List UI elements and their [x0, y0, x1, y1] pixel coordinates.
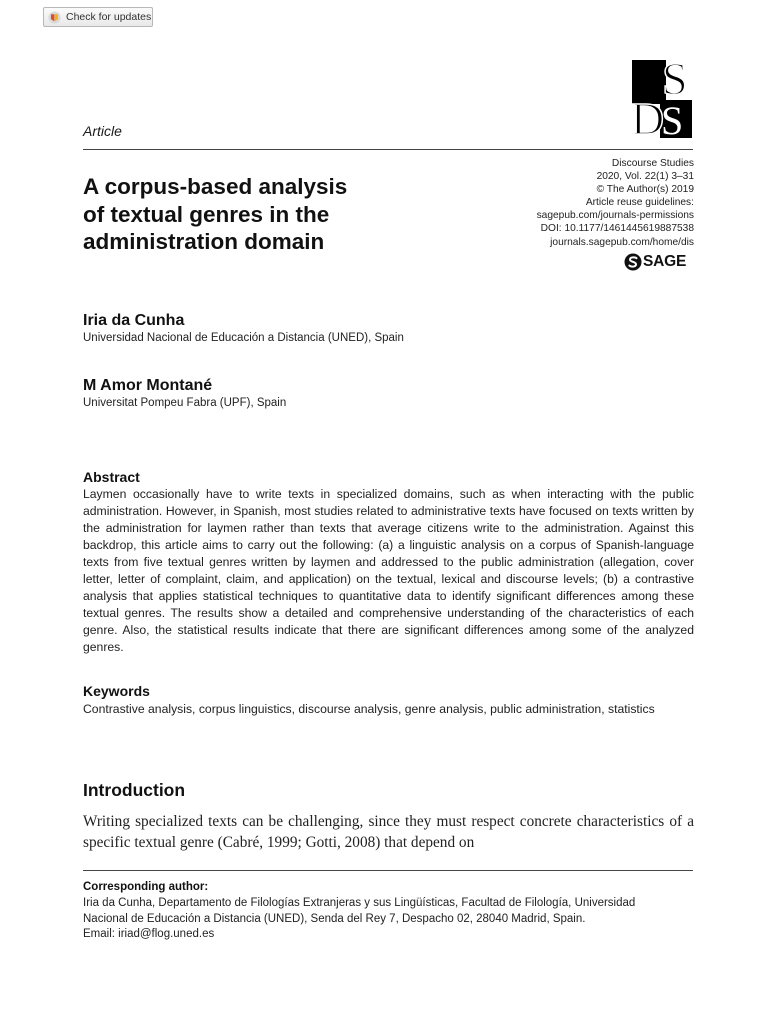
author-name: Iria da Cunha	[83, 312, 185, 329]
doi-link[interactable]: DOI: 10.1177/1461445619887538	[540, 223, 694, 235]
footnote-line: Iria da Cunha, Departamento de Filologías Extranjeras y sus Lingüísticas, Facultad de Filología, Universidad	[83, 897, 636, 909]
corresponding-author-heading: Corresponding author:	[83, 881, 209, 893]
sds-logo-icon	[632, 50, 694, 138]
author-affiliation: Universitat Pompeu Fabra (UPF), Spain	[83, 397, 287, 409]
sage-logo	[624, 251, 694, 273]
journal-info	[470, 157, 694, 249]
footnote-email[interactable]: Email: iriad@flog.uned.es	[83, 928, 215, 941]
journal-logo	[632, 50, 694, 138]
article-title	[83, 173, 443, 256]
svg-text:D: D	[632, 93, 665, 138]
reuse-label: Article reuse guidelines:	[585, 197, 694, 209]
reuse-link[interactable]: sagepub.com/journals-permissions	[536, 210, 694, 222]
title-line: of textual genres in the	[83, 201, 330, 227]
keywords-heading: Keywords	[83, 683, 150, 699]
abstract-heading: Abstract	[83, 469, 140, 485]
introduction-heading: Introduction	[83, 780, 186, 800]
svg-text:S: S	[661, 98, 684, 138]
title-line: administration domain	[83, 229, 325, 254]
check-for-updates-label: Check for updates	[66, 11, 152, 23]
journal-homepage-link[interactable]: journals.sagepub.com/home/dis	[550, 236, 694, 248]
introduction-text: Writing specialized texts can be challenging, since they must respect concrete characteristics of a specific textual genre (Cabré, 1999; Gotti, 2008) that depend on	[83, 813, 694, 851]
journal-volume: 2020, Vol. 22(1) 3–31	[596, 171, 694, 183]
author-affiliation: Universidad Nacional de Educación a Distancia (UNED), Spain	[83, 332, 404, 344]
keywords-text: Contrastive analysis, corpus linguistics, discourse analysis, genre analysis, public administration, statistics	[83, 702, 655, 716]
corresponding-author-details	[83, 896, 694, 943]
copyright: © The Author(s) 2019	[596, 184, 694, 196]
footnote-line: Nacional de Educación a Distancia (UNED), Senda del Rey 7, Despacho 02, 28040 Madrid, Spain.	[83, 912, 586, 925]
abstract-text: Laymen occasionally have to write texts in specialized domains, such as when interacting with the public administration. However, in Spanish, most studies related to administrative texts have focused on texts written by the administration for laymen rather than texts that average citizens write to the administration. Against this backdrop, this article aims to carry out the following: (a) a linguistic analysis on a corpus of Spanish-language texts from five textual genres written by laymen and addressed to the public administration (allegation, cover letter, letter of complaint, claim, and application) on the textual, lexical and discourse levels; (b) a contrastive analysis that applies statistical techniques to quantitative data to identify significant differences among these textual genres. The results show a detailed and comprehensive understanding of the characteristics of each genre. Also, the statistical results indicate that there are significant differences among some of the analyzed genres.	[83, 487, 694, 654]
header-divider	[83, 149, 693, 150]
crossmark-icon	[48, 11, 61, 24]
footnote-divider	[83, 870, 693, 871]
journal-name: Discourse Studies	[611, 158, 694, 169]
sage-s-icon	[624, 253, 642, 271]
check-for-updates-button[interactable]	[43, 7, 153, 27]
publisher-name: SAGE	[643, 253, 687, 270]
article-type-label: Article	[83, 123, 122, 139]
svg-text:S: S	[662, 53, 688, 104]
title-line: A corpus-based analysis	[83, 174, 348, 199]
author-name: M Amor Montané	[83, 377, 213, 394]
